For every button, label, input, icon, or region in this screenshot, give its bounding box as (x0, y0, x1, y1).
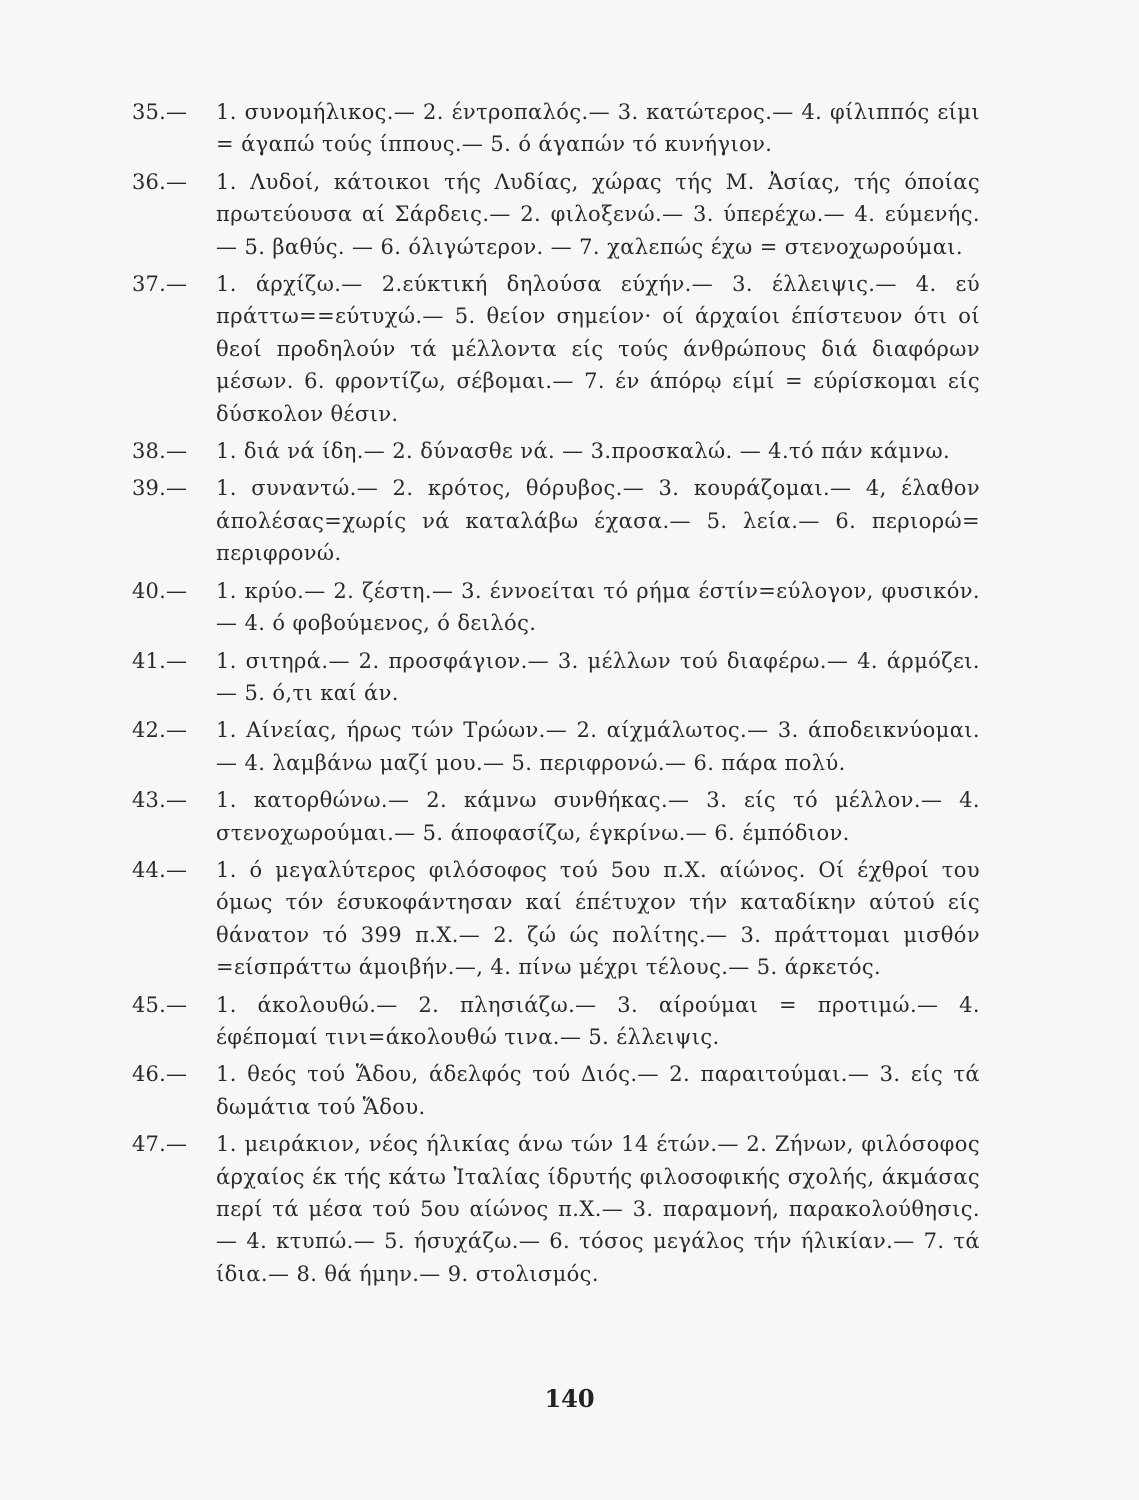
glossary-entry-38 (132, 435, 980, 467)
glossary-entry-40 (132, 575, 980, 640)
entry-text: 1. Λυδοί, κάτοικοι τής Λυδίας, χώρας τής Μ. Ἀσίας, τής όποίας πρωτεύουσα αί Σάρδεις.— 2. φιλοξενώ.— 3. ύπερέχω.— 4. εύμενής. — 5. βαθύς. — 6. όλιγώτερον. — 7. χαλεπώς έχω = στενοχωρούμαι. (216, 169, 980, 259)
page-number: 140 (544, 1384, 595, 1413)
glossary-entry-36 (132, 166, 980, 263)
entry-number: 35.— (132, 100, 188, 124)
entry-text: 1. συναντώ.— 2. κρότος, θόρυβος.— 3. κουράζομαι.— 4, έλαθον άπολέσας=χωρίς νά καταλάβω έχασα.— 5. λεία.— 6. περιορώ= περιφρονώ. (216, 476, 980, 566)
entry-text: 1. διά νά ίδη.— 2. δύνασθε νά. — 3.προσκαλώ. — 4.τό πάν κάμνω. (216, 439, 951, 464)
entry-text: 1. άκολουθώ.— 2. πλησιάζω.— 3. αίρούμαι = προτιμώ.— 4. έφέπομαί τινι=άκολουθώ τινα.— 5. έλλειψις. (216, 992, 980, 1049)
entry-number: 36.— (132, 169, 188, 194)
entry-text: 1. συνομήλικος.— 2. έντροπαλός.— 3. κατώτερος.— 4. φίλιππός είμι = άγαπώ τούς ίππους.— 5. ό άγαπών τό κυνήγιον. (216, 100, 980, 157)
glossary-entry-43 (132, 784, 980, 849)
entry-number: 39.— (132, 476, 188, 501)
glossary-entry-35 (132, 96, 980, 161)
entry-number: 38.— (132, 439, 188, 464)
glossary-entry-44 (132, 854, 980, 984)
entry-number: 46.— (132, 1062, 188, 1087)
glossary-entry-45 (132, 989, 980, 1054)
glossary-entries (132, 96, 980, 1290)
glossary-entry-39 (132, 472, 980, 569)
glossary-entry-47 (132, 1128, 980, 1290)
entry-text: 1. μειράκιον, νέος ήλικίας άνω τών 14 έτών.— 2. Ζήνων, φιλόσοφος άρχαίος έκ τής κάτω Ἰταλίας ίδρυτής φιλοσοφικής σχολής, άκμάσας περί τά μέσα τού 5ου αίώνος π.Χ.— 3. παραμονή, παρακολούθησις.— 4. κτυπώ.— 5. ήσυχάζω.— 6. τόσος μεγάλος τήν ήλικίαν.— 7. τά ίδια.— 8. θά ήμην.— 9. στολισμός. (216, 1132, 980, 1286)
entry-text: 1. σιτηρά.— 2. προσφάγιον.— 3. μέλλων τού διαφέρω.— 4. άρμόζει.— 5. ό,τι καί άν. (216, 648, 980, 705)
entry-text: 1. ό μεγαλύτερος φιλόσοφος τού 5ου π.Χ. αίώνος. Οί έχθροί του όμως τόν έσυκοφάντησαν καί έπέτυχον τήν καταδίκην αύτού είς θάνατον τό 399 π.Χ.— 2. ζώ ώς πολίτης.— 3. πράττομαι μισθόν =είσπράττω άμοιβήν.—, 4. πίνω μέχρι τέλους.— 5. άρκετός. (216, 857, 980, 980)
entry-text: 1. Αίνείας, ήρως τών Τρώων.— 2. αίχμάλωτος.— 3. άποδεικνύομαι.— 4. λαμβάνω μαζί μου.— 5. περιφρονώ.— 6. πάρα πολύ. (216, 718, 980, 775)
entry-text: 1. θεός τού Ἅδου, άδελφός τού Διός.— 2. παραιτούμαι.— 3. είς τά δωμάτια τού Ἅδου. (216, 1062, 980, 1119)
glossary-entry-42 (132, 714, 980, 779)
entry-text: 1. κρύο.— 2. ζέστη.— 3. έννοείται τό ρήμα έστίν=εύλογον, φυσικόν.— 4. ό φοβούμενος, ό δειλός. (216, 578, 980, 636)
entry-number: 40.— (132, 578, 188, 603)
entry-number: 43.— (132, 788, 188, 813)
entry-number: 44.— (132, 857, 188, 882)
entry-number: 45.— (132, 992, 188, 1017)
entry-number: 42.— (132, 718, 188, 743)
entry-number: 47.— (132, 1132, 188, 1157)
entry-text: 1. κατορθώνω.— 2. κάμνω συνθήκας.— 3. είς τό μέλλον.— 4. στενοχωρούμαι.— 5. άποφασίζω, έγκρίνω.— 6. έμπόδιον. (216, 788, 980, 845)
glossary-entry-41 (132, 645, 980, 710)
glossary-entry-46 (132, 1058, 980, 1123)
entry-text: 1. άρχίζω.— 2.εύκτική δηλούσα εύχήν.— 3. έλλειψις.— 4. εύ πράττω==εύτυχώ.— 5. θείον σημείον· οί άρχαίοι έπίστευον ότι οί θεοί προδηλούν τά μέλλοντα είς τούς άνθρώπους διά διαφόρων μέσων. 6. φροντίζω, σέβομαι.— 7. έν άπόρῳ είμί = εύρίσκομαι είς δύσκολον θέσιν. (216, 272, 980, 426)
glossary-entry-37 (132, 268, 980, 430)
entry-number: 37.— (132, 272, 188, 297)
entry-number: 41.— (132, 648, 188, 673)
